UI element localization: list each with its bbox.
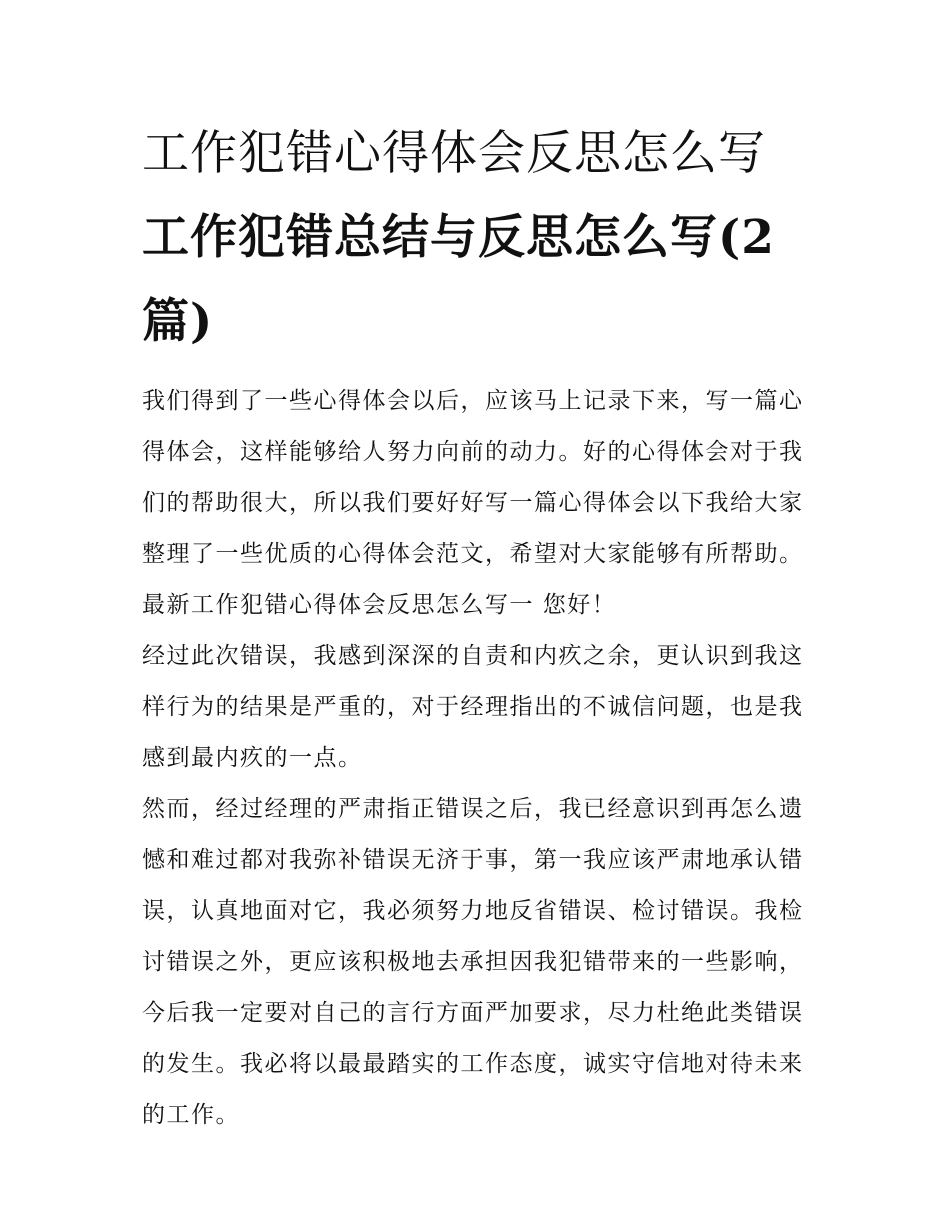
text-line: 得体会，这样能够给人努力向前的动力。好的心得体会对于我 bbox=[142, 439, 804, 465]
text-line: 样行为的结果是严重的，对于经理指出的不诚信问题，也是我 bbox=[142, 694, 804, 720]
title-line-2: 工作犯错总结与反思怎么写(2 bbox=[142, 210, 775, 265]
document-title bbox=[142, 112, 814, 364]
document-page bbox=[142, 112, 814, 1141]
text-line: 经过此次错误，我感到深深的自责和内疚之余，更认识到我这 bbox=[142, 643, 804, 669]
text-line: 今后我一定要对自己的言行方面严加要求，尽力杜绝此类错误 bbox=[142, 1000, 804, 1026]
title-line-1: 工作犯错心得体会反思怎么写 bbox=[142, 126, 766, 181]
paragraph-commitment bbox=[142, 784, 814, 1141]
text-line: 的工作。 bbox=[142, 1102, 240, 1128]
text-line: 讨错误之外，更应该积极地去承担因我犯错带来的一些影响， bbox=[142, 949, 804, 975]
text-line: 的发生。我必将以最最踏实的工作态度，诚实守信地对待未来 bbox=[142, 1051, 804, 1077]
paragraph-section-heading bbox=[142, 580, 814, 631]
text-line: 然而，经过经理的严肃指正错误之后，我已经意识到再怎么遗 bbox=[142, 796, 804, 822]
text-line: 感到最内疚的一点。 bbox=[142, 745, 363, 771]
text-line: 们的帮助很大，所以我们要好好写一篇心得体会以下我给大家 bbox=[142, 490, 804, 516]
text-line: 我们得到了一些心得体会以后，应该马上记录下来，写一篇心 bbox=[142, 388, 804, 414]
text-line: 整理了一些优质的心得体会范文，希望对大家能够有所帮助。 bbox=[142, 541, 804, 567]
text-line: 误，认真地面对它，我必须努力地反省错误、检讨错误。我检 bbox=[142, 898, 804, 924]
text-line: 最新工作犯错心得体会反思怎么写一 您好！ bbox=[142, 592, 617, 618]
paragraph-intro bbox=[142, 376, 814, 580]
text-line: 憾和难过都对我弥补错误无济于事，第一我应该严肃地承认错 bbox=[142, 847, 804, 873]
title-line-3: 篇) bbox=[142, 294, 214, 349]
paragraph-reflection bbox=[142, 631, 814, 784]
